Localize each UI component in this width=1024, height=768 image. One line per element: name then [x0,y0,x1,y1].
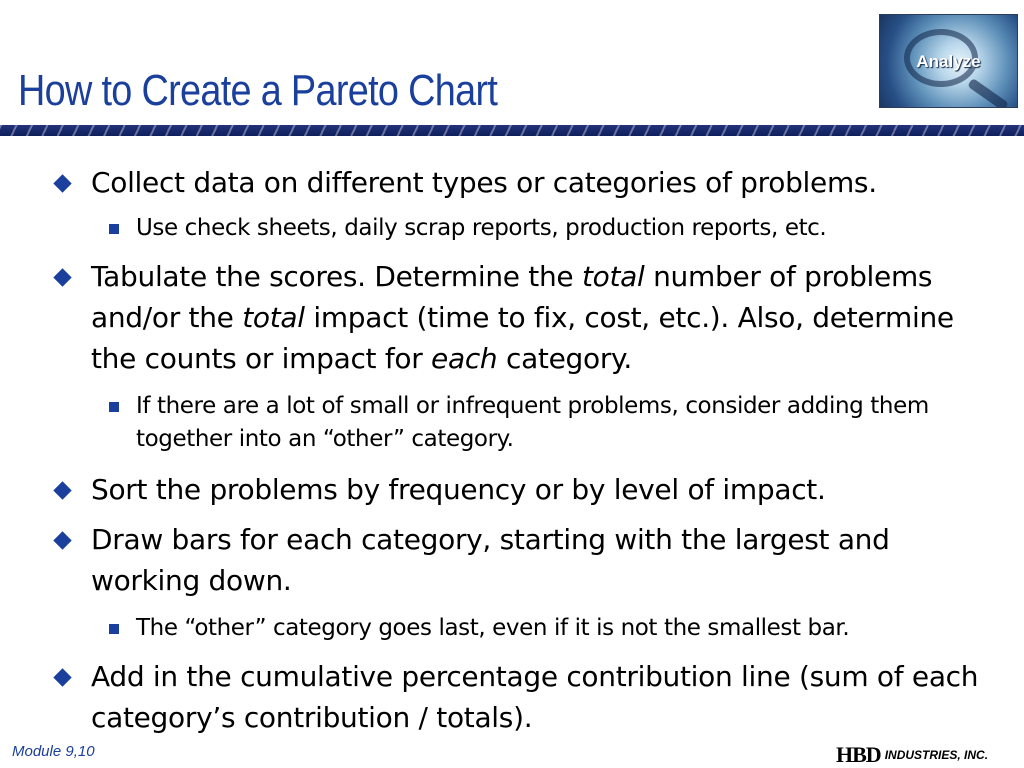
logo-text: INDUSTRIES, INC. [884,748,989,762]
bullet-text-part: number of problems and/or the [91,260,933,334]
bullet-draw-bars [91,519,991,601]
bullet-text-part: impact (time to fix, cost, etc.). Also, determine the counts or impact for [91,301,954,375]
subbullet-other-last [136,612,996,645]
magnifier-handle [967,78,1009,108]
subbullet-other-category [136,390,996,456]
bullet-text: Draw bars for each category, starting with the largest and working down. [91,523,890,597]
bullet-text-part: Tabulate the scores. Determine the [91,260,582,293]
slide-title: How to Create a Pareto Chart [18,66,498,115]
subbullet-text: The “other” category goes last, even if it is not the smallest bar. [136,615,850,641]
subbullet-text: If there are a lot of small or infrequent problems, consider adding them together into an “other” category. [136,393,929,452]
title-divider [0,125,1024,136]
bullet-sort [91,469,991,510]
square-bullet-icon [109,402,119,412]
analyze-badge [879,14,1018,108]
diamond-bullet-icon [53,668,71,686]
diamond-bullet-icon [53,481,71,499]
bullet-text-part: category. [497,342,632,375]
subbullet-check-sheets [136,212,996,245]
bullet-emphasis: each [431,342,498,375]
diamond-bullet-icon [53,531,71,549]
company-logo [836,744,988,766]
diamond-bullet-icon [53,268,71,286]
logo-mark: HBD [836,742,881,767]
bullet-text: Collect data on different types or categories of problems. [91,166,877,199]
diamond-bullet-icon [53,174,71,192]
square-bullet-icon [109,624,119,634]
bullet-emphasis: total [242,301,305,334]
square-bullet-icon [109,224,119,234]
bullet-tabulate [91,256,991,379]
bullet-emphasis: total [581,260,645,293]
module-label: Module 9,10 [12,743,95,760]
bullet-text: Add in the cumulative percentage contribution line (sum of each category’s contribution / totals). [91,660,979,734]
bullet-text: Sort the problems by frequency or by level of impact. [91,473,826,506]
bullet-cumulative-line [91,656,991,738]
subbullet-text: Use check sheets, daily scrap reports, production reports, etc. [136,215,827,241]
badge-label: Analyze [916,52,981,71]
bullet-collect-data [91,162,991,203]
